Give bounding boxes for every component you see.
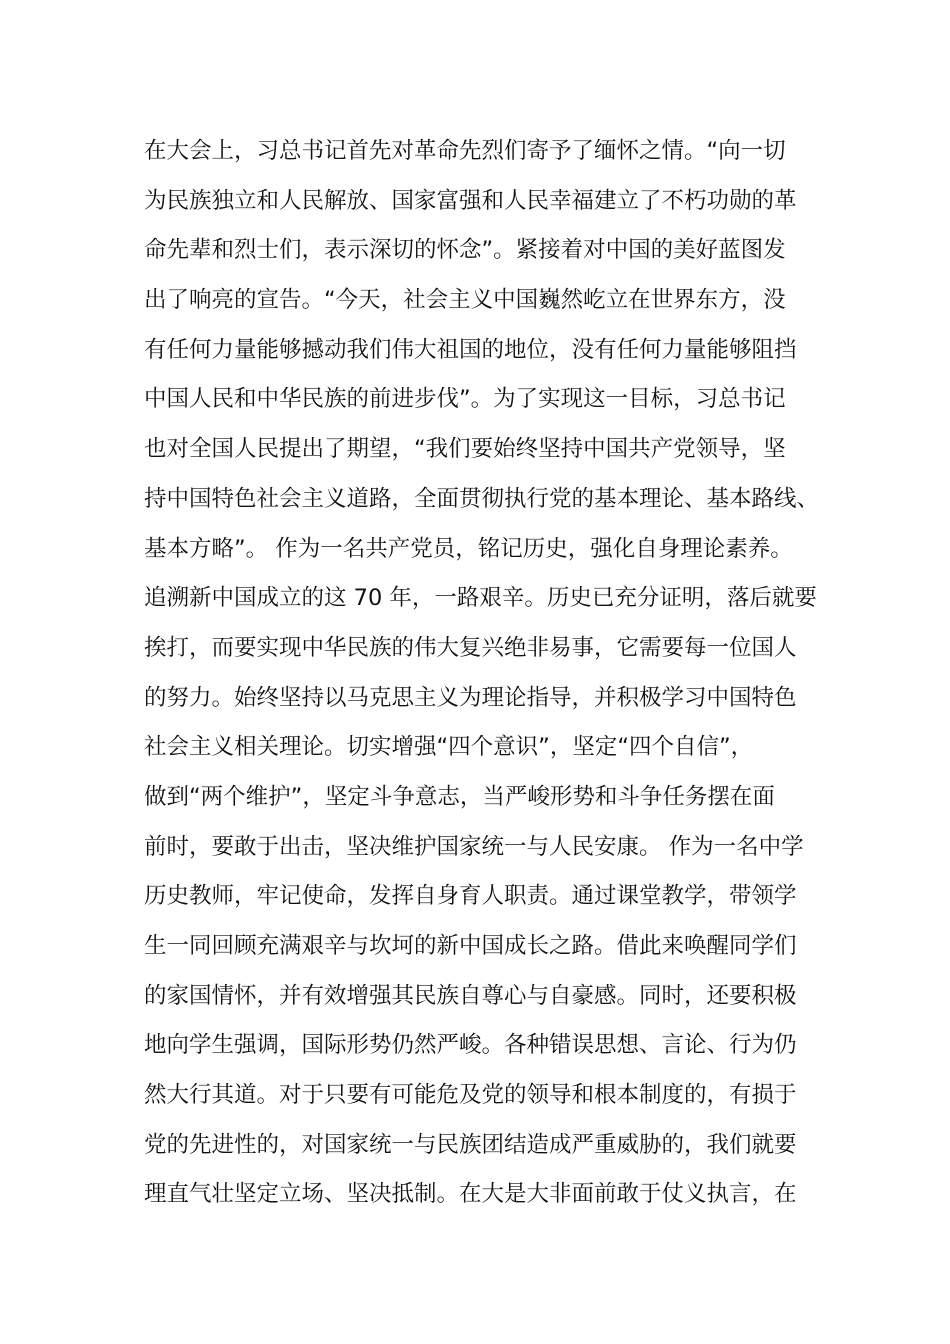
text-line: 地向学生强调，国际形势仍然严峻。各种错误思想、言论、行为仍	[144, 1032, 797, 1059]
text-line: 持中国特色社会主义道路，全面贯彻执行党的基本理论、基本路线、	[144, 485, 820, 512]
text-line: 出了响亮的宣告。“今天，社会主义中国巍然屹立在世界东方，没	[144, 287, 786, 314]
text-line: 做到“两个维护”，坚定斗争意志，当严峻形势和斗争任务摆在面	[144, 783, 775, 810]
text-line: 中国人民和中华民族的前进步伐”。为了实现这一目标，习总书记	[144, 386, 786, 413]
text-line: 在大会上，习总书记首先对革命先烈们寄予了缅怀之情。“向一切	[144, 138, 786, 164]
text-line: 社会主义相关理论。切实增强“四个意识”，坚定“四个自信”，	[144, 734, 754, 761]
text-line: 的家国情怀，并有效增强其民族自尊心与自豪感。同时，还要积极	[144, 982, 797, 1009]
text-line: 的努力。始终坚持以马克思主义为理论指导，并积极学习中国特色	[144, 684, 797, 711]
text-line: 也对全国人民提出了期望，“我们要始终坚持中国共产党领导，坚	[144, 436, 786, 463]
text-line: 理直气壮坚定立场、坚决抵制。在大是大非面前敢于仗义执言，在	[144, 1181, 797, 1208]
text-line: 然大行其道。对于只要有可能危及党的领导和根本制度的，有损于	[144, 1082, 797, 1109]
text-line: 有任何力量能够撼动我们伟大祖国的地位，没有任何力量能够阻挡	[144, 336, 797, 363]
text-line: 追溯新中国成立的这 70 年，一路艰辛。历史已充分证明，落后就要	[144, 585, 817, 612]
text-line: 为民族独立和人民解放、国家富强和人民幸福建立了不朽功勋的革	[144, 187, 797, 214]
text-line: 党的先进性的，对国家统一与民族团结造成严重威胁的，我们就要	[144, 1131, 797, 1158]
text-line: 前时，要敢于出击，坚决维护国家统一与人民安康。 作为一名中学	[144, 833, 804, 860]
text-line: 基本方略”。 作为一名共产党员，铭记历史，强化自身理论素养。	[144, 535, 793, 562]
body-text	[144, 127, 824, 1220]
text-line: 历史教师，牢记使命，发挥自身育人职责。通过课堂教学，带领学	[144, 883, 797, 910]
text-line: 命先辈和烈士们，表示深切的怀念”。紧接着对中国的美好蓝图发	[144, 237, 786, 264]
text-line: 生一同回顾充满艰辛与坎坷的新中国成长之路。借此来唤醒同学们	[144, 933, 797, 959]
text-line: 挨打，而要实现中华民族的伟大复兴绝非易事，它需要每一位国人	[144, 634, 797, 661]
